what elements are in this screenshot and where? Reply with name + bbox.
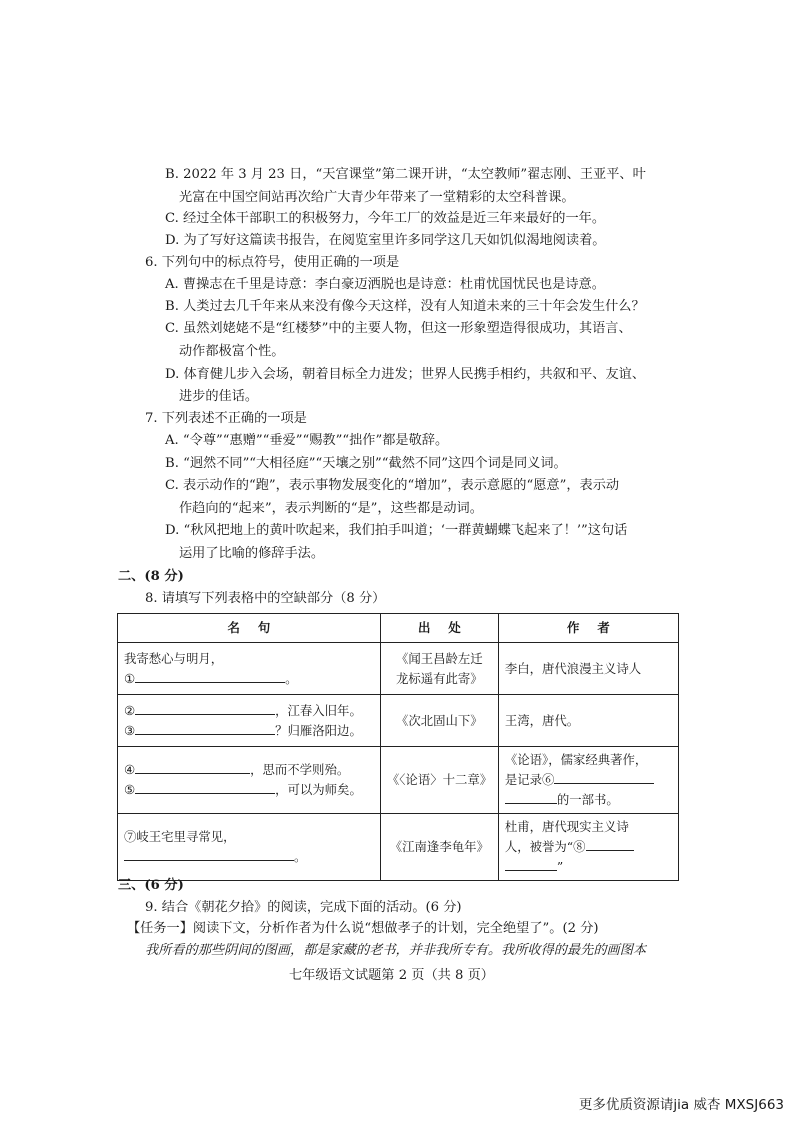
q6-option-c-line2: 动作都极富个性。 — [179, 344, 285, 359]
source-cell: 《次北固山下》 — [380, 695, 498, 747]
q6-option-c-line1: C. 虽然刘姥姥不是“红楼梦”中的主要人物，但这一形象塑造得很成功，其语言、 — [165, 321, 632, 336]
q8-stem: 8. 请填写下列表格中的空缺部分（8 分） — [145, 591, 386, 606]
page-footer: 七年级语文试题第 2 页（共 8 页） — [289, 968, 494, 983]
q7-stem: 7. 下列表述不正确的一项是 — [145, 411, 307, 426]
punct: 。 — [294, 849, 307, 864]
blank-marker: ④ — [124, 762, 136, 777]
answer-blank-6[interactable] — [554, 771, 654, 784]
q5-option-b-line2: 光富在中国空间站再次给广大青少年带来了一堂精彩的太空科普课。 — [179, 190, 575, 205]
answer-blank-7[interactable] — [124, 848, 294, 861]
quote-line: ⑦岐王宅里寻常见， — [124, 829, 236, 844]
author-line: 《论语》，儒家经典著作， — [504, 752, 648, 767]
answer-blank-8-cont[interactable] — [505, 858, 557, 871]
punct: 。 — [285, 670, 298, 686]
task-1: 【任务一】阅读下文，分析作者为什么说“想做孝子的计划，完全绝望了”。(2 分) — [127, 921, 599, 936]
source-line: 龙标遥有此寄》 — [395, 670, 483, 686]
quote-text: ，江春入旧年。 — [275, 702, 362, 718]
q6-option-d-line1: D. 体育健儿步入会场，朝着目标全力进发；世界人民携手相约，共叙和平、友谊、 — [165, 367, 646, 382]
table-row — [118, 814, 679, 881]
passage-text: 我所看的那些阴间的图画，都是家藏的老书，并非我所专有。我所收得的最先的画图本 — [145, 943, 647, 958]
quote-text: ，思而不学则殆。 — [250, 762, 350, 777]
blank-marker: ③ — [124, 722, 136, 738]
section-3-title: 三、(6 分) — [118, 878, 184, 893]
q7-option-d-line1: D. “秋风把地上的黄叶吹起来，我们拍手叫道；‘一群黄蝴蝶飞起来了！’”这句话 — [165, 523, 628, 538]
author-line: 人，被誉为“⑧ — [504, 839, 586, 854]
answer-blank-5[interactable] — [135, 781, 275, 794]
q5-option-c: C. 经过全体干部职工的积极努力，今年工厂的效益是近三年来最好的一年。 — [165, 211, 606, 226]
author-cell: 王湾，唐代。 — [498, 695, 678, 747]
q5-option-b-line1: B. 2022 年 3 月 23 日，“天宫课堂”第二课开讲，“太空教师”翟志刚、王亚平、叶 — [165, 167, 646, 182]
author-line: 的一部书。 — [556, 792, 619, 807]
q6-option-a: A. 曹操志在千里是诗意：李白豪迈洒脱也是诗意：杜甫忧国忧民也是诗意。 — [165, 277, 605, 292]
author-cell: 李白，唐代浪漫主义诗人 — [498, 643, 678, 695]
q6-option-b: B. 人类过去几千年来从来没有像今天这样，没有人知道未来的三十年会发生什么？ — [165, 299, 645, 314]
q7-option-c-line1: C. 表示动作的“跑”，表示事物发展变化的“增加”，表示意愿的“愿意”，表示动 — [165, 478, 620, 493]
table-row — [118, 695, 679, 747]
table-header-quote: 名句 — [118, 614, 381, 643]
watermark-text: 更多优质资源请jia 威杏 MXSJ663 — [578, 1097, 784, 1113]
table-header-source: 出处 — [380, 614, 498, 643]
blank-marker: ② — [124, 702, 136, 718]
answer-blank-1[interactable] — [135, 670, 285, 683]
quote-line: 我寄愁心与明月， — [124, 650, 224, 666]
answer-blank-4[interactable] — [135, 761, 250, 774]
blank-marker: ① — [124, 670, 136, 686]
quote-text: ，可以为师矣。 — [275, 782, 362, 797]
author-line: 是记录⑥ — [504, 772, 555, 787]
poetry-table — [117, 613, 679, 881]
source-cell: 《〈论语〉十二章》 — [380, 747, 498, 814]
q5-option-d: D. 为了写好这篇读书报告，在阅览室里许多同学这几天如饥似渴地阅读着。 — [165, 233, 606, 248]
source-line: 《闻王昌龄左迁 — [395, 650, 483, 666]
table-header-author: 作者 — [498, 614, 678, 643]
quote-text: ？归雁洛阳边。 — [275, 722, 362, 738]
q7-option-d-line2: 运用了比喻的修辞手法。 — [179, 546, 325, 561]
table-row — [118, 747, 679, 814]
table-row — [118, 643, 679, 695]
q7-option-b: B. “迥然不同”“大相径庭”“天壤之别”“截然不同”这四个词是同义词。 — [165, 456, 567, 471]
q6-option-d-line2: 进步的佳话。 — [179, 389, 259, 404]
answer-blank-8[interactable] — [586, 838, 634, 851]
q9-stem: 9. 结合《朝花夕拾》的阅读，完成下面的活动。(6 分) — [145, 900, 462, 915]
blank-marker: ⑤ — [124, 782, 136, 797]
q6-stem: 6. 下列句中的标点符号，使用正确的一项是 — [145, 255, 400, 270]
source-cell: 《江南逢李龟年》 — [380, 814, 498, 881]
answer-blank-6-cont[interactable] — [505, 791, 557, 804]
q7-option-a: A. “令尊”“惠赠”“垂爱”“赐教”“拙作”都是敬辞。 — [165, 433, 449, 448]
section-2-title: 二、(8 分) — [118, 569, 184, 584]
answer-blank-3[interactable] — [135, 722, 275, 735]
author-line: 杜甫，唐代现实主义诗 — [504, 819, 629, 834]
q7-option-c-line2: 作趋向的“起来”，表示判断的“是”，这些都是动词。 — [179, 501, 483, 516]
answer-blank-2[interactable] — [135, 702, 275, 715]
author-line: ” — [556, 859, 564, 874]
